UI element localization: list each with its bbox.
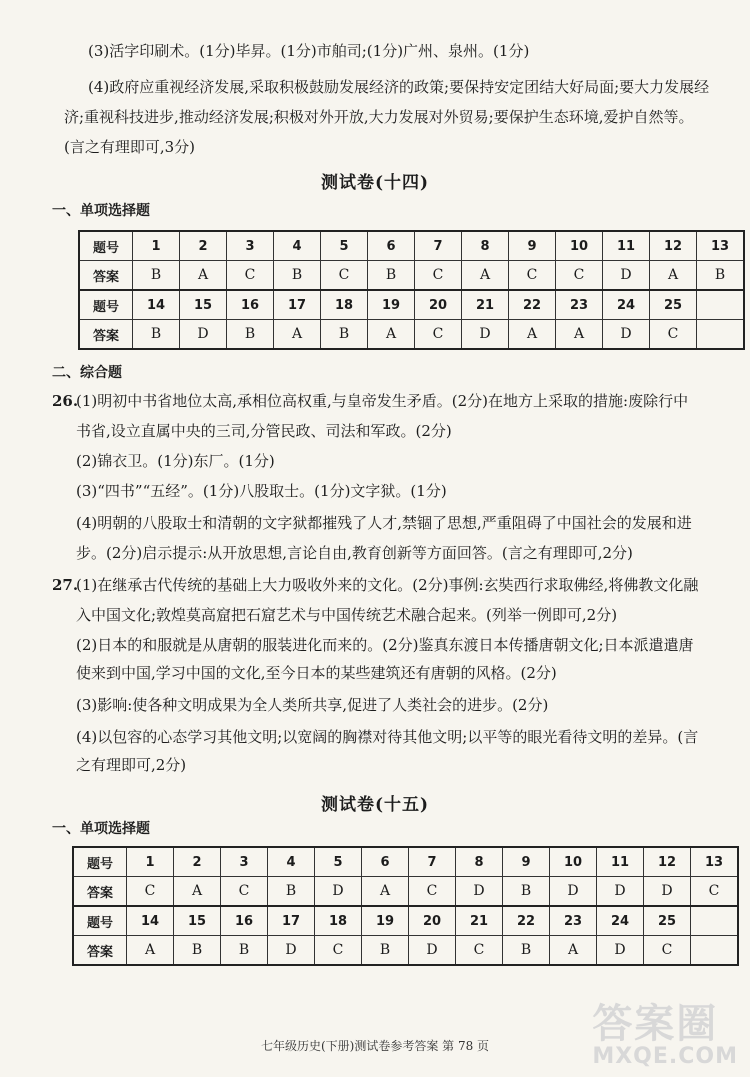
q26-line-5: (4)明朝的八股取士和清朝的文字狱都摧残了人才,禁锢了思想,严重阻碍了中国社会的发展和进 [76, 514, 692, 532]
row-header: 答案 [73, 877, 127, 907]
answer-cell: D [180, 320, 227, 350]
row-header: 题号 [79, 231, 133, 261]
answer-cell: C [415, 320, 462, 350]
answer-cell: D [597, 877, 644, 907]
question-number-cell: 9 [503, 847, 550, 877]
answer-cell: C [415, 261, 462, 291]
answer-cell: C [509, 261, 556, 291]
answer-cell: A [362, 877, 409, 907]
answer-cell: D [603, 320, 650, 350]
question-number-cell: 6 [368, 231, 415, 261]
watermark-url: MXQE.COM [592, 1044, 738, 1069]
question-number-cell: 19 [362, 906, 409, 936]
q27-line-1: (1)在继承古代传统的基础上大力吸收外来的文化。(2分)事例:玄奘西行求取佛经,将佛教文化融 [76, 576, 699, 594]
question-number-cell: 2 [180, 231, 227, 261]
question-number-cell: 5 [321, 231, 368, 261]
test14-section-choice: 一、单项选择题 [52, 203, 150, 219]
answer-cell: C [409, 877, 456, 907]
question-number-cell: 4 [268, 847, 315, 877]
answer-cell: B [321, 320, 368, 350]
question-27-number: 27. [52, 576, 79, 594]
question-number-cell: 8 [462, 231, 509, 261]
question-number-cell: 7 [415, 231, 462, 261]
question-number-cell: 1 [133, 231, 180, 261]
question-number-cell: 13 [697, 231, 745, 261]
question-number-cell: 23 [550, 906, 597, 936]
question-number-cell [691, 906, 739, 936]
question-number-cell: 15 [180, 290, 227, 320]
question-number-cell: 20 [415, 290, 462, 320]
answer-cell: C [556, 261, 603, 291]
test15-title: 测试卷(十五) [320, 795, 430, 815]
answer-cell [691, 936, 739, 966]
answer-cell: A [174, 877, 221, 907]
question-number-cell: 14 [127, 906, 174, 936]
answer-cell: A [462, 261, 509, 291]
question-number-cell: 18 [321, 290, 368, 320]
answer-cell: A [650, 261, 697, 291]
answer-cell: C [644, 936, 691, 966]
test15-section-choice: 一、单项选择题 [52, 821, 150, 837]
answer-cell: C [321, 261, 368, 291]
answer-cell: B [221, 936, 268, 966]
answer-cell: D [315, 877, 362, 907]
answer-cell: C [221, 877, 268, 907]
row-header: 答案 [79, 261, 133, 291]
answer-cell: D [597, 936, 644, 966]
question-number-cell: 17 [268, 906, 315, 936]
question-number-cell: 21 [462, 290, 509, 320]
question-number-cell: 19 [368, 290, 415, 320]
answer-cell: B [227, 320, 274, 350]
answer-cell: B [133, 320, 180, 350]
question-number-cell: 24 [603, 290, 650, 320]
question-number-row [79, 231, 744, 261]
answer-cell: A [556, 320, 603, 350]
question-number-cell: 22 [503, 906, 550, 936]
question-number-cell: 9 [509, 231, 556, 261]
answer-cell: D [462, 320, 509, 350]
answer-cell: A [180, 261, 227, 291]
question-number-cell: 22 [509, 290, 556, 320]
question-number-cell: 12 [650, 231, 697, 261]
question-number-row [73, 906, 738, 936]
top-line-2: (4)政府应重视经济发展,采取积极鼓励发展经济的政策;要保持安定团结大好局面;要大力发展经 [88, 78, 710, 96]
q26-line-1: (1)明初中书省地位太高,承相位高权重,与皇帝发生矛盾。(2分)在地方上采取的措施:废除行中 [76, 392, 689, 410]
q26-line-4: (3)“四书”“五经”。(1分)八股取士。(1分)文字狱。(1分) [76, 482, 447, 500]
question-number-cell: 6 [362, 847, 409, 877]
answer-cell: A [274, 320, 321, 350]
answer-cell: B [503, 877, 550, 907]
row-header: 题号 [73, 906, 127, 936]
q27-line-4: 使来到中国,学习中国的文化,至今日本的某些建筑还有唐朝的风格。(2分) [76, 664, 557, 682]
q27-line-3: (2)日本的和服就是从唐朝的服装进化而来的。(2分)鉴真东渡日本传播唐朝文化;日本派遣遣唐 [76, 636, 694, 654]
question-number-cell: 25 [650, 290, 697, 320]
watermark [592, 1001, 738, 1069]
answer-cell: D [644, 877, 691, 907]
answer-cell: B [274, 261, 321, 291]
question-number-cell: 23 [556, 290, 603, 320]
question-number-cell: 13 [691, 847, 739, 877]
question-number-cell: 7 [409, 847, 456, 877]
question-26-number: 26. [52, 392, 79, 410]
row-header: 答案 [79, 320, 133, 350]
question-number-row [73, 847, 738, 877]
question-number-cell: 1 [127, 847, 174, 877]
q26-line-6: 步。(2分)启示提示:从开放思想,言论自由,教育创新等方面回答。(言之有理即可,2分) [76, 544, 633, 562]
answer-row [79, 261, 744, 291]
test14-section-comprehensive: 二、综合题 [52, 365, 122, 381]
question-number-cell: 17 [274, 290, 321, 320]
question-number-cell: 24 [597, 906, 644, 936]
question-number-cell: 10 [550, 847, 597, 877]
answer-cell: D [456, 877, 503, 907]
q26-line-3: (2)锦衣卫。(1分)东厂。(1分) [76, 452, 275, 470]
row-header: 答案 [73, 936, 127, 966]
answer-cell: D [550, 877, 597, 907]
question-number-cell: 5 [315, 847, 362, 877]
question-number-row [79, 290, 744, 320]
question-number-cell: 21 [456, 906, 503, 936]
question-number-cell: 3 [221, 847, 268, 877]
test14-answer-table [78, 230, 745, 350]
q26-line-2: 书省,设立直属中央的三司,分管民政、司法和军政。(2分) [76, 422, 452, 440]
answer-cell: A [550, 936, 597, 966]
top-line-1: (3)活字印刷术。(1分)毕昇。(1分)市舶司;(1分)广州、泉州。(1分) [88, 42, 530, 60]
answer-cell: B [697, 261, 745, 291]
answer-cell: B [174, 936, 221, 966]
answer-cell: C [691, 877, 739, 907]
answer-cell: D [409, 936, 456, 966]
answer-cell: A [368, 320, 415, 350]
question-number-cell: 11 [597, 847, 644, 877]
answer-row [79, 320, 744, 350]
question-number-cell: 12 [644, 847, 691, 877]
answer-row [73, 936, 738, 966]
answer-cell: C [456, 936, 503, 966]
question-number-cell: 14 [133, 290, 180, 320]
test14-title: 测试卷(十四) [320, 173, 430, 193]
answer-cell: B [133, 261, 180, 291]
answer-cell: C [127, 877, 174, 907]
answer-cell: B [368, 261, 415, 291]
answer-cell [697, 320, 745, 350]
q27-line-5: (3)影响:使各种文明成果为全人类所共享,促进了人类社会的进步。(2分) [76, 696, 549, 714]
answer-cell: D [603, 261, 650, 291]
answer-cell: B [268, 877, 315, 907]
answer-cell: A [127, 936, 174, 966]
question-number-cell: 16 [221, 906, 268, 936]
question-number-cell: 10 [556, 231, 603, 261]
question-number-cell: 4 [274, 231, 321, 261]
top-line-4: (言之有理即可,3分) [64, 138, 196, 156]
question-number-cell: 25 [644, 906, 691, 936]
question-number-cell: 18 [315, 906, 362, 936]
question-number-cell [697, 290, 745, 320]
test15-answer-table [72, 846, 739, 966]
row-header: 题号 [73, 847, 127, 877]
answer-cell: C [650, 320, 697, 350]
top-line-3: 济;重视科技进步,推动经济发展;积极对外开放,大力发展对外贸易;要保护生态环境,爱护自然等。 [64, 108, 694, 126]
answer-cell: A [509, 320, 556, 350]
answer-cell: D [268, 936, 315, 966]
answer-cell: C [227, 261, 274, 291]
q27-line-6: (4)以包容的心态学习其他文明;以宽阔的胸襟对待其他文明;以平等的眼光看待文明的差异。(言 [76, 728, 699, 746]
answer-cell: C [315, 936, 362, 966]
question-number-cell: 2 [174, 847, 221, 877]
question-number-cell: 11 [603, 231, 650, 261]
page-footer: 七年级历史(下册)测试卷参考答案 第 78 页 [260, 1039, 490, 1053]
question-number-cell: 8 [456, 847, 503, 877]
question-number-cell: 3 [227, 231, 274, 261]
answer-cell: B [503, 936, 550, 966]
watermark-logo: 答案圈 [592, 1001, 719, 1047]
answer-cell: B [362, 936, 409, 966]
q27-line-2: 入中国文化;敦煌莫高窟把石窟艺术与中国传统艺术融合起来。(列举一例即可,2分) [76, 606, 618, 624]
row-header: 题号 [79, 290, 133, 320]
q27-line-7: 之有理即可,2分) [76, 756, 187, 774]
answer-row [73, 877, 738, 907]
question-number-cell: 20 [409, 906, 456, 936]
question-number-cell: 16 [227, 290, 274, 320]
question-number-cell: 15 [174, 906, 221, 936]
